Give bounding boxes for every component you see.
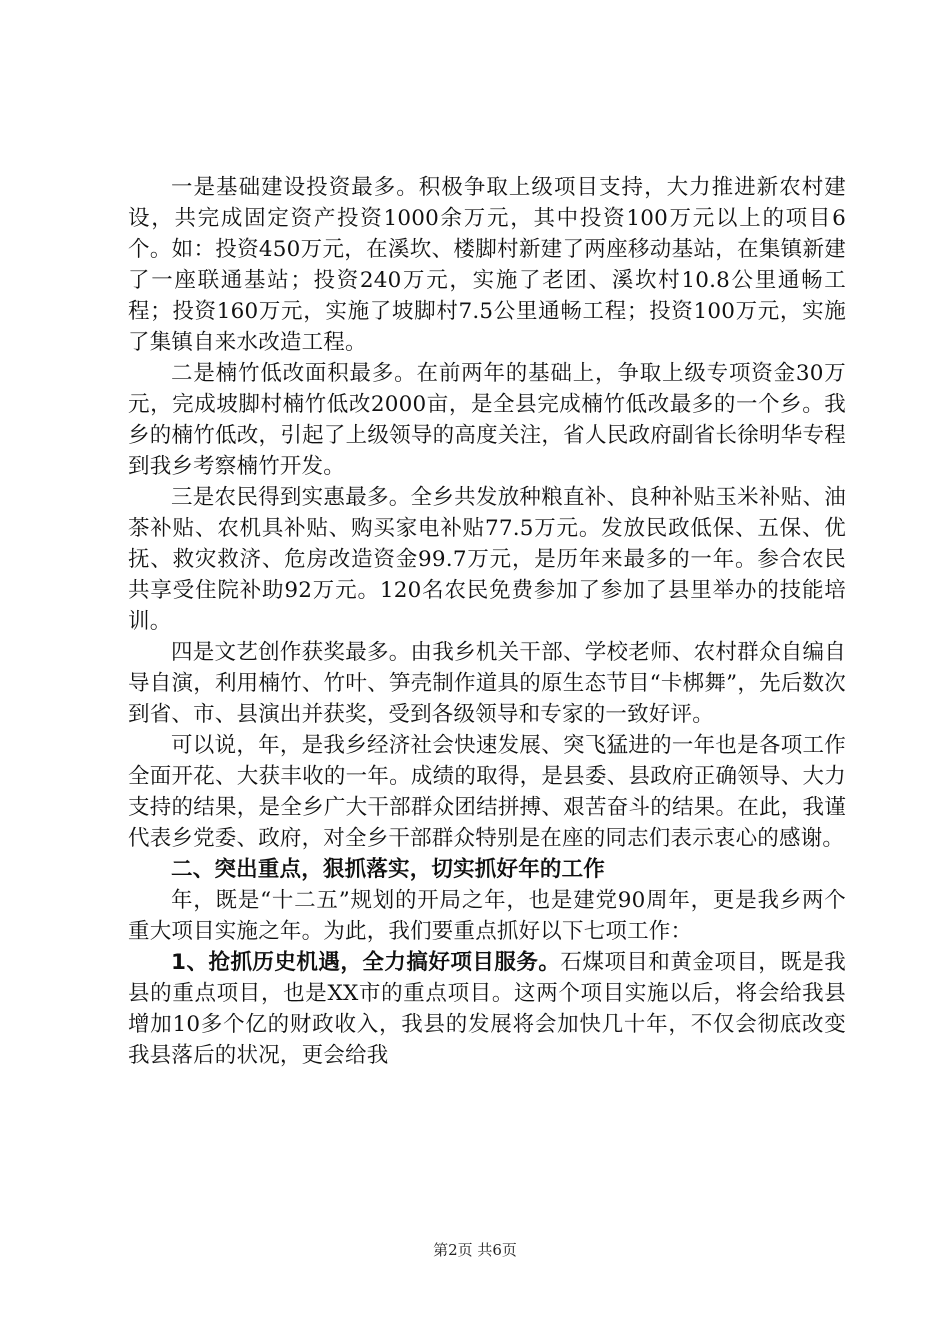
paragraph-bamboo: 二是楠竹低改面积最多。在前两年的基础上，争取上级专项资金30万元，完成坡脚村楠竹低改2000亩，是全县完成楠竹低改最多的一个乡。我乡的楠竹低改，引起了上级领导的高度关注，省人民政府副省长徐明华专程到我乡考察楠竹开发。 (128, 361, 846, 479)
paragraph-arts-awards: 四是文艺创作获奖最多。由我乡机关干部、学校老师、农村群众自编自导自演，利用楠竹、竹叶、笋壳制作道具的原生态节目“卡梆舞”，先后数次到省、市、县演出并获奖，受到各级领导和专家的一致好评。 (128, 640, 846, 727)
section-heading: 二、突出重点，狠抓落实，切实抓好年的工作 (171, 857, 606, 882)
page-number-footer: 第2页 共6页 (433, 1241, 517, 1259)
paragraph-intro: 年，既是“十二五”规划的开局之年，也是建党90周年，更是我乡两个重大项目实施之年。为此，我们要重点抓好以下七项工作： (128, 888, 846, 944)
paragraph-summary: 可以说，年，是我乡经济社会快速发展、突飞猛进的一年也是各项工作全面开花、大获丰收的一年。成绩的取得，是县委、县政府正确领导、大力支持的结果，是全乡广大干部群众团结拼搏、艰苦奋斗的结果。在此，我谨代表乡党委、政府，对全乡干部群众特别是在座的同志们表示衷心的感谢。 (128, 733, 846, 851)
item-1-body: 石煤项目和黄金项目，既是我县的重点项目，也是XX市的重点项目。这两个项目实施以后，将会给我县增加10多个亿的财政收入，我县的发展将会加快几十年，不仅会彻底改变我县落后的状况，更会给我 (128, 950, 846, 1068)
item-1-lead: 1、抢抓历史机遇，全力搞好项目服务。 (171, 950, 561, 975)
paragraph-infrastructure: 一是基础建设投资最多。积极争取上级项目支持，大力推进新农村建设，共完成固定资产投资1000余万元，其中投资100万元以上的项目6个。如：投资450万元，在溪坎、楼脚村新建了两座移动基站，在集镇新建了一座联通基站；投资240万元，实施了老团、溪坎村10.8公里通畅工程；投资160万元，实施了坡脚村7.5公里通畅工程；投资100万元，实施了集镇自来水改造工程。 (128, 175, 846, 355)
paragraph-item-1 (128, 947, 846, 1071)
paragraph-farmer-benefits: 三是农民得到实惠最多。全乡共发放种粮直补、良种补贴玉米补贴、油茶补贴、农机具补贴、购买家电补贴77.5万元。发放民政低保、五保、优抚、救灾救济、危房改造资金99.7万元，是历年来最多的一年。参合农民共享受住院补助92万元。120名农民免费参加了参加了县里举办的技能培训。 (128, 485, 846, 634)
document-body (128, 172, 846, 1071)
